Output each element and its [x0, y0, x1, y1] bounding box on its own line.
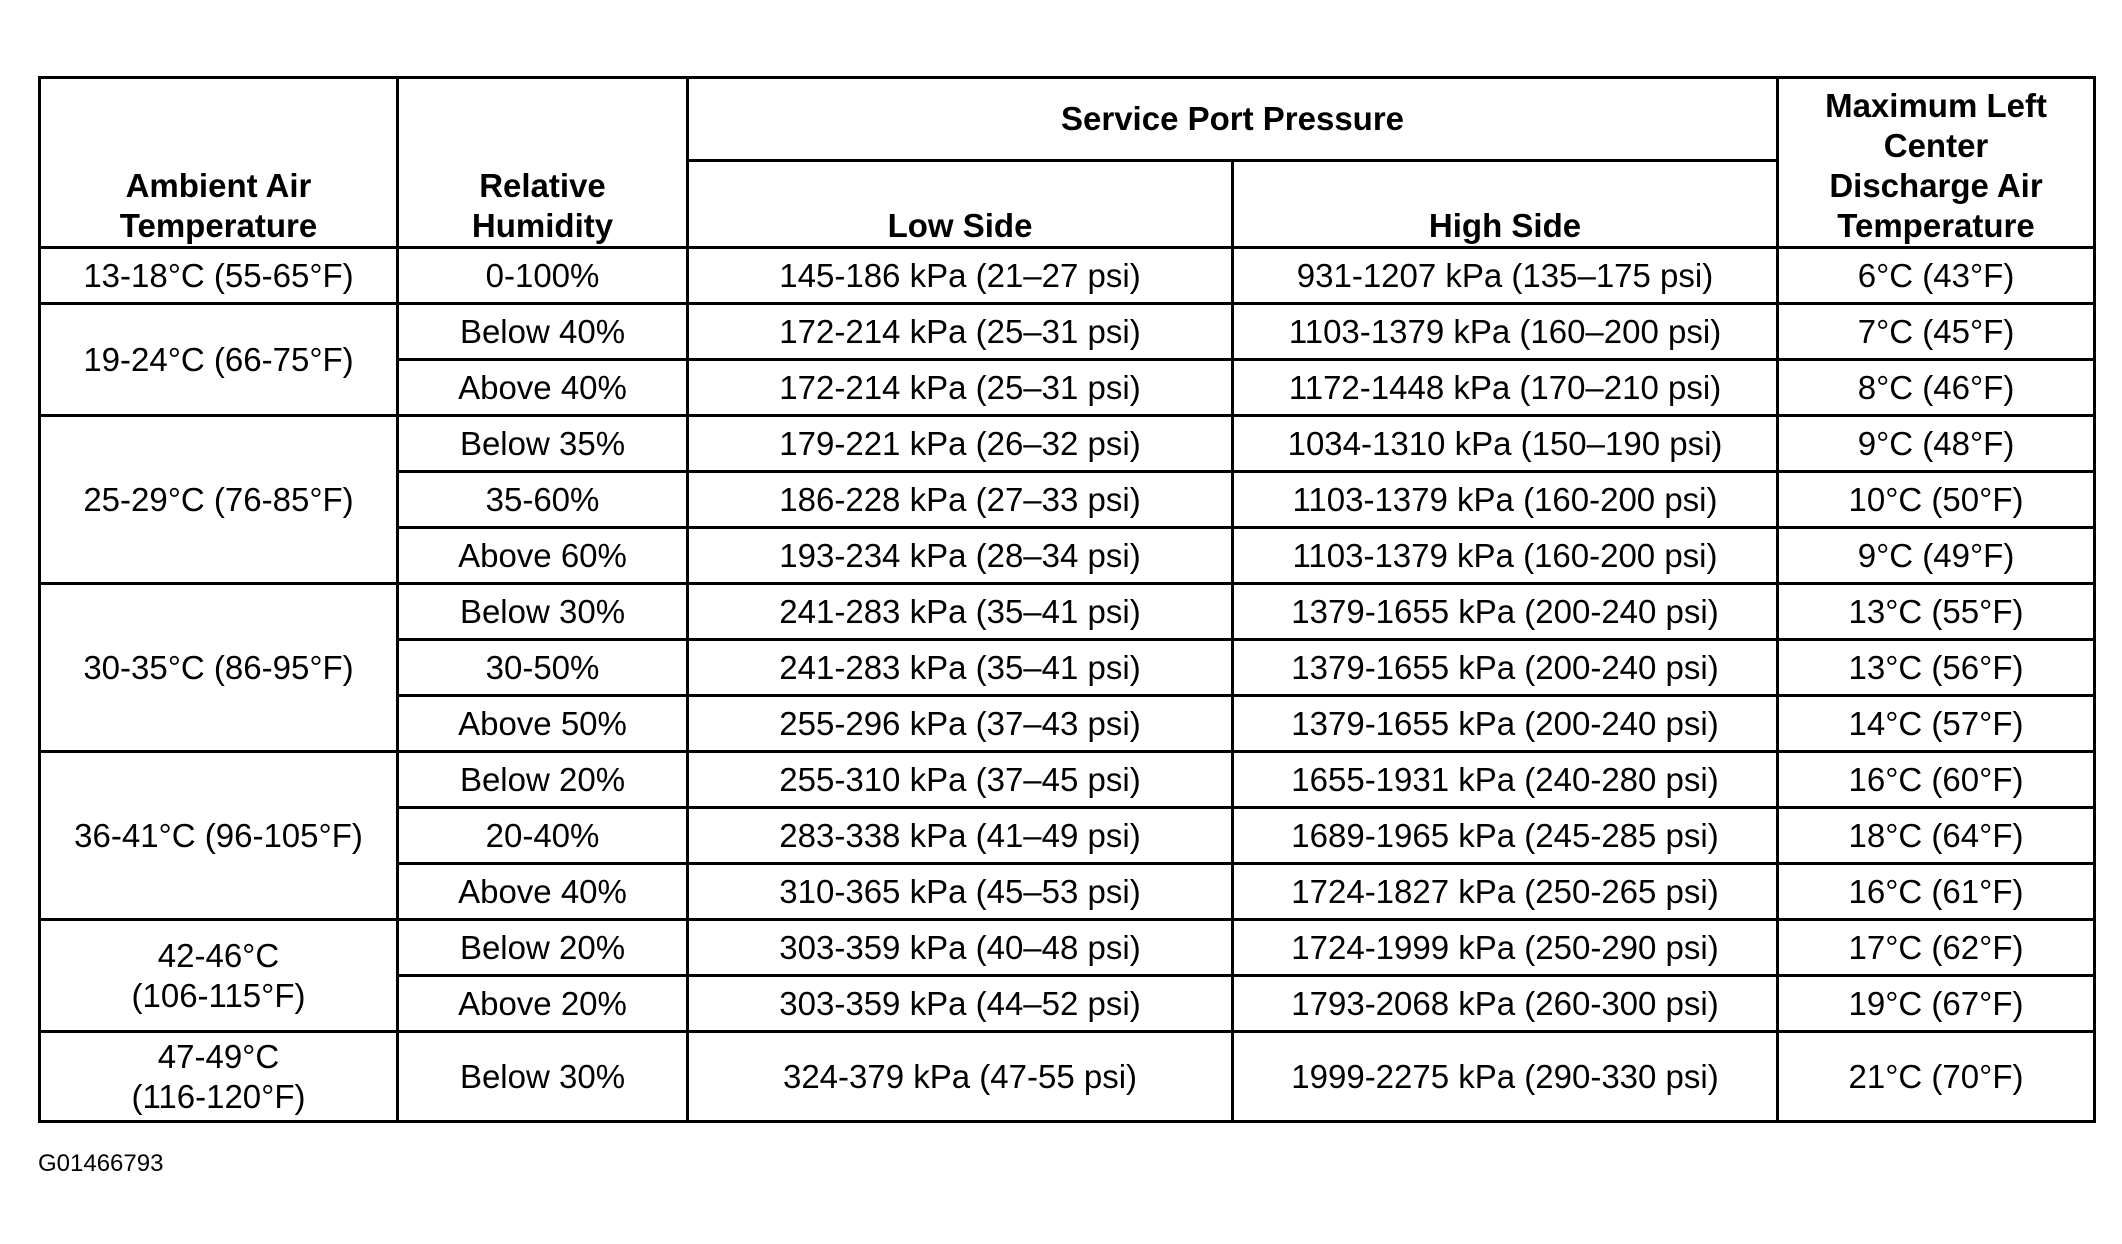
high-side-cell: 1172-1448 kPa (170–210 psi) — [1233, 360, 1778, 416]
humidity-cell: Above 20% — [398, 976, 688, 1032]
header-service-port-pressure: Service Port Pressure — [688, 78, 1778, 161]
high-side-cell: 1724-1827 kPa (250-265 psi) — [1233, 864, 1778, 920]
max-discharge-cell: 9°C (49°F) — [1778, 528, 2095, 584]
low-side-cell: 241-283 kPa (35–41 psi) — [688, 640, 1233, 696]
humidity-cell: Above 60% — [398, 528, 688, 584]
high-side-cell: 1689-1965 kPa (245-285 psi) — [1233, 808, 1778, 864]
high-side-cell: 1034-1310 kPa (150–190 psi) — [1233, 416, 1778, 472]
ambient-temp-cell: 25-29°C (76-85°F) — [40, 416, 398, 584]
high-side-cell: 1379-1655 kPa (200-240 psi) — [1233, 640, 1778, 696]
high-side-cell: 1655-1931 kPa (240-280 psi) — [1233, 752, 1778, 808]
pressure-spec-table-container — [38, 76, 2093, 1123]
humidity-cell: Below 20% — [398, 920, 688, 976]
high-side-cell: 1724-1999 kPa (250-290 psi) — [1233, 920, 1778, 976]
humidity-cell: Below 40% — [398, 304, 688, 360]
low-side-cell: 179-221 kPa (26–32 psi) — [688, 416, 1233, 472]
low-side-cell: 303-359 kPa (40–48 psi) — [688, 920, 1233, 976]
table-row — [40, 920, 2095, 976]
high-side-cell: 1379-1655 kPa (200-240 psi) — [1233, 584, 1778, 640]
max-discharge-cell: 16°C (60°F) — [1778, 752, 2095, 808]
header-high-side: High Side — [1233, 161, 1778, 248]
ambient-temp-cell: 30-35°C (86-95°F) — [40, 584, 398, 752]
ambient-temp-line-1: 47-49°C — [157, 1037, 280, 1075]
low-side-cell: 303-359 kPa (44–52 psi) — [688, 976, 1233, 1032]
ambient-temp-line-2: (116-120°F) — [131, 1077, 306, 1115]
table-row — [40, 1032, 2095, 1122]
max-discharge-cell: 9°C (48°F) — [1778, 416, 2095, 472]
table-row — [40, 304, 2095, 360]
low-side-cell: 172-214 kPa (25–31 psi) — [688, 304, 1233, 360]
table-header — [40, 78, 2095, 248]
low-side-cell: 241-283 kPa (35–41 psi) — [688, 584, 1233, 640]
pressure-spec-table — [38, 76, 2096, 1123]
low-side-cell: 255-296 kPa (37–43 psi) — [688, 696, 1233, 752]
max-discharge-cell: 14°C (57°F) — [1778, 696, 2095, 752]
low-side-cell: 193-234 kPa (28–34 psi) — [688, 528, 1233, 584]
max-discharge-cell: 7°C (45°F) — [1778, 304, 2095, 360]
header-relative-humidity: Relative Humidity — [398, 78, 688, 248]
table-body — [40, 248, 2095, 1122]
high-side-cell: 931-1207 kPa (135–175 psi) — [1233, 248, 1778, 304]
table-row — [40, 752, 2095, 808]
low-side-cell: 255-310 kPa (37–45 psi) — [688, 752, 1233, 808]
ambient-temp-line-1: 42-46°C — [157, 936, 280, 974]
header-ambient-air-temperature: Ambient Air Temperature — [40, 78, 398, 248]
high-side-cell: 1793-2068 kPa (260-300 psi) — [1233, 976, 1778, 1032]
max-discharge-cell: 6°C (43°F) — [1778, 248, 2095, 304]
max-discharge-cell: 21°C (70°F) — [1778, 1032, 2095, 1122]
ambient-temp-cell: 13-18°C (55-65°F) — [40, 248, 398, 304]
humidity-cell: Below 20% — [398, 752, 688, 808]
humidity-cell: Below 30% — [398, 1032, 688, 1122]
ambient-temp-line-2: (106-115°F) — [131, 976, 306, 1014]
high-side-cell: 1999-2275 kPa (290-330 psi) — [1233, 1032, 1778, 1122]
max-discharge-cell: 18°C (64°F) — [1778, 808, 2095, 864]
humidity-cell: Below 30% — [398, 584, 688, 640]
high-side-cell: 1103-1379 kPa (160-200 psi) — [1233, 472, 1778, 528]
ambient-temp-cell: 36-41°C (96-105°F) — [40, 752, 398, 920]
humidity-cell: Above 40% — [398, 864, 688, 920]
figure-id-label: G01466793 — [38, 1150, 164, 1177]
max-discharge-cell: 16°C (61°F) — [1778, 864, 2095, 920]
humidity-cell: Above 40% — [398, 360, 688, 416]
ambient-temp-cell — [40, 920, 398, 1032]
max-discharge-cell: 13°C (55°F) — [1778, 584, 2095, 640]
humidity-cell: Above 50% — [398, 696, 688, 752]
low-side-cell: 172-214 kPa (25–31 psi) — [688, 360, 1233, 416]
humidity-cell: Below 35% — [398, 416, 688, 472]
header-max-discharge-air-temp: Maximum Left Center Discharge Air Temperature — [1778, 78, 2095, 248]
header-low-side: Low Side — [688, 161, 1233, 248]
high-side-cell: 1103-1379 kPa (160-200 psi) — [1233, 528, 1778, 584]
max-discharge-cell: 17°C (62°F) — [1778, 920, 2095, 976]
humidity-cell: 30-50% — [398, 640, 688, 696]
low-side-cell: 310-365 kPa (45–53 psi) — [688, 864, 1233, 920]
max-discharge-cell: 10°C (50°F) — [1778, 472, 2095, 528]
humidity-cell: 0-100% — [398, 248, 688, 304]
humidity-cell: 35-60% — [398, 472, 688, 528]
ambient-temp-cell: 19-24°C (66-75°F) — [40, 304, 398, 416]
humidity-cell: 20-40% — [398, 808, 688, 864]
table-row — [40, 416, 2095, 472]
table-row — [40, 248, 2095, 304]
table-row — [40, 584, 2095, 640]
low-side-cell: 145-186 kPa (21–27 psi) — [688, 248, 1233, 304]
max-discharge-cell: 19°C (67°F) — [1778, 976, 2095, 1032]
high-side-cell: 1103-1379 kPa (160–200 psi) — [1233, 304, 1778, 360]
low-side-cell: 283-338 kPa (41–49 psi) — [688, 808, 1233, 864]
high-side-cell: 1379-1655 kPa (200-240 psi) — [1233, 696, 1778, 752]
ambient-temp-cell — [40, 1032, 398, 1122]
low-side-cell: 324-379 kPa (47-55 psi) — [688, 1032, 1233, 1122]
low-side-cell: 186-228 kPa (27–33 psi) — [688, 472, 1233, 528]
max-discharge-cell: 8°C (46°F) — [1778, 360, 2095, 416]
max-discharge-cell: 13°C (56°F) — [1778, 640, 2095, 696]
